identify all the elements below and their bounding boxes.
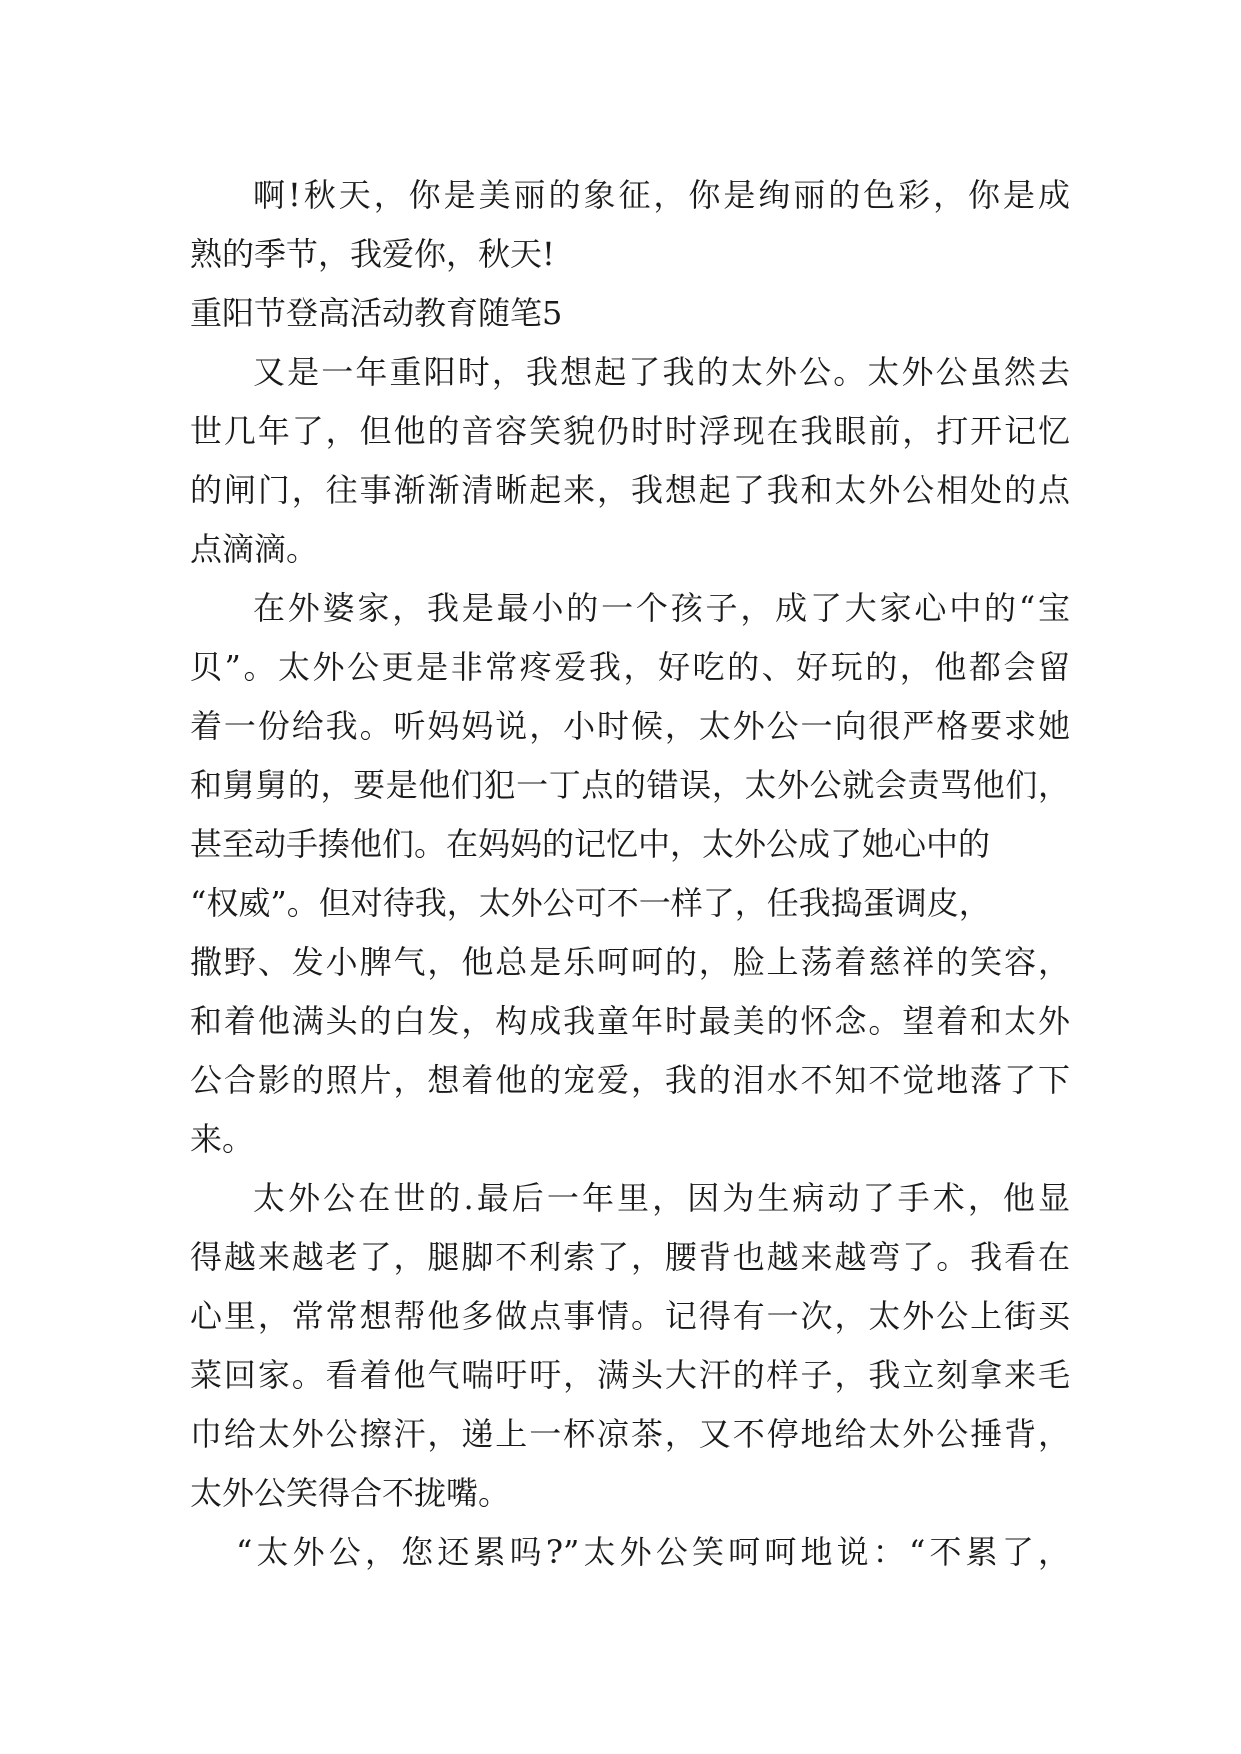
paragraph-line: 和舅舅的，要是他们犯一丁点的错误，太外公就会责骂他们， <box>190 766 1070 804</box>
paragraph-line: 的闸门，往事渐渐清晰起来，我想起了我和太外公相处的点 <box>190 471 1070 509</box>
paragraph-line: 点滴滴。 <box>190 530 319 568</box>
paragraph-line: 菜回家。看着他气喘吁吁，满头大汗的样子，我立刻拿来毛 <box>190 1356 1070 1394</box>
paragraph-line: 甚至动手揍他们。在妈妈的记忆中，太外公成了她心中的 <box>190 825 991 863</box>
paragraph-line: 巾给太外公擦汗，递上一杯凉茶，又不停地给太外公捶背， <box>190 1415 1070 1453</box>
paragraph-line: 撒野、发小脾气，他总是乐呵呵的，脸上荡着慈祥的笑容， <box>190 943 1070 981</box>
paragraph-line: 世几年了，但他的音容笑貌仍时时浮现在我眼前，打开记忆 <box>190 412 1070 450</box>
paragraph-line: 太外公在世的.最后一年里，因为生病动了手术，他显 <box>253 1179 1070 1217</box>
paragraph-line: 太外公笑得合不拢嘴。 <box>190 1474 511 1512</box>
paragraph-line: 在外婆家，我是最小的一个孩子，成了大家心中的“宝 <box>253 589 1070 627</box>
paragraph-line: 啊!秋天，你是美丽的象征，你是绚丽的色彩，你是成 <box>253 176 1070 214</box>
paragraph-line: 贝”。太外公更是非常疼爱我，好吃的、好玩的，他都会留 <box>190 648 1070 686</box>
paragraph-line: 着一份给我。听妈妈说，小时候，太外公一向很严格要求她 <box>190 707 1070 745</box>
section-heading: 重阳节登高活动教育随笔5 <box>190 294 563 332</box>
paragraph-line: 和着他满头的白发，构成我童年时最美的怀念。望着和太外 <box>190 1002 1070 1040</box>
paragraph-line: “太外公，您还累吗?”太外公笑呵呵地说：“不累了， <box>236 1533 1070 1571</box>
paragraph-line: 心里，常常想帮他多做点事情。记得有一次，太外公上街买 <box>190 1297 1070 1335</box>
paragraph-line: “权威”。但对待我，太外公可不一样了，任我捣蛋调皮， <box>190 884 991 922</box>
paragraph-line: 来。 <box>190 1120 255 1158</box>
paragraph-line: 公合影的照片，想着他的宠爱，我的泪水不知不觉地落了下 <box>190 1061 1070 1099</box>
paragraph-line: 得越来越老了，腿脚不利索了，腰背也越来越弯了。我看在 <box>190 1238 1070 1276</box>
paragraph-line: 又是一年重阳时，我想起了我的太外公。太外公虽然去 <box>253 353 1070 391</box>
paragraph-line: 熟的季节，我爱你，秋天! <box>190 235 555 273</box>
